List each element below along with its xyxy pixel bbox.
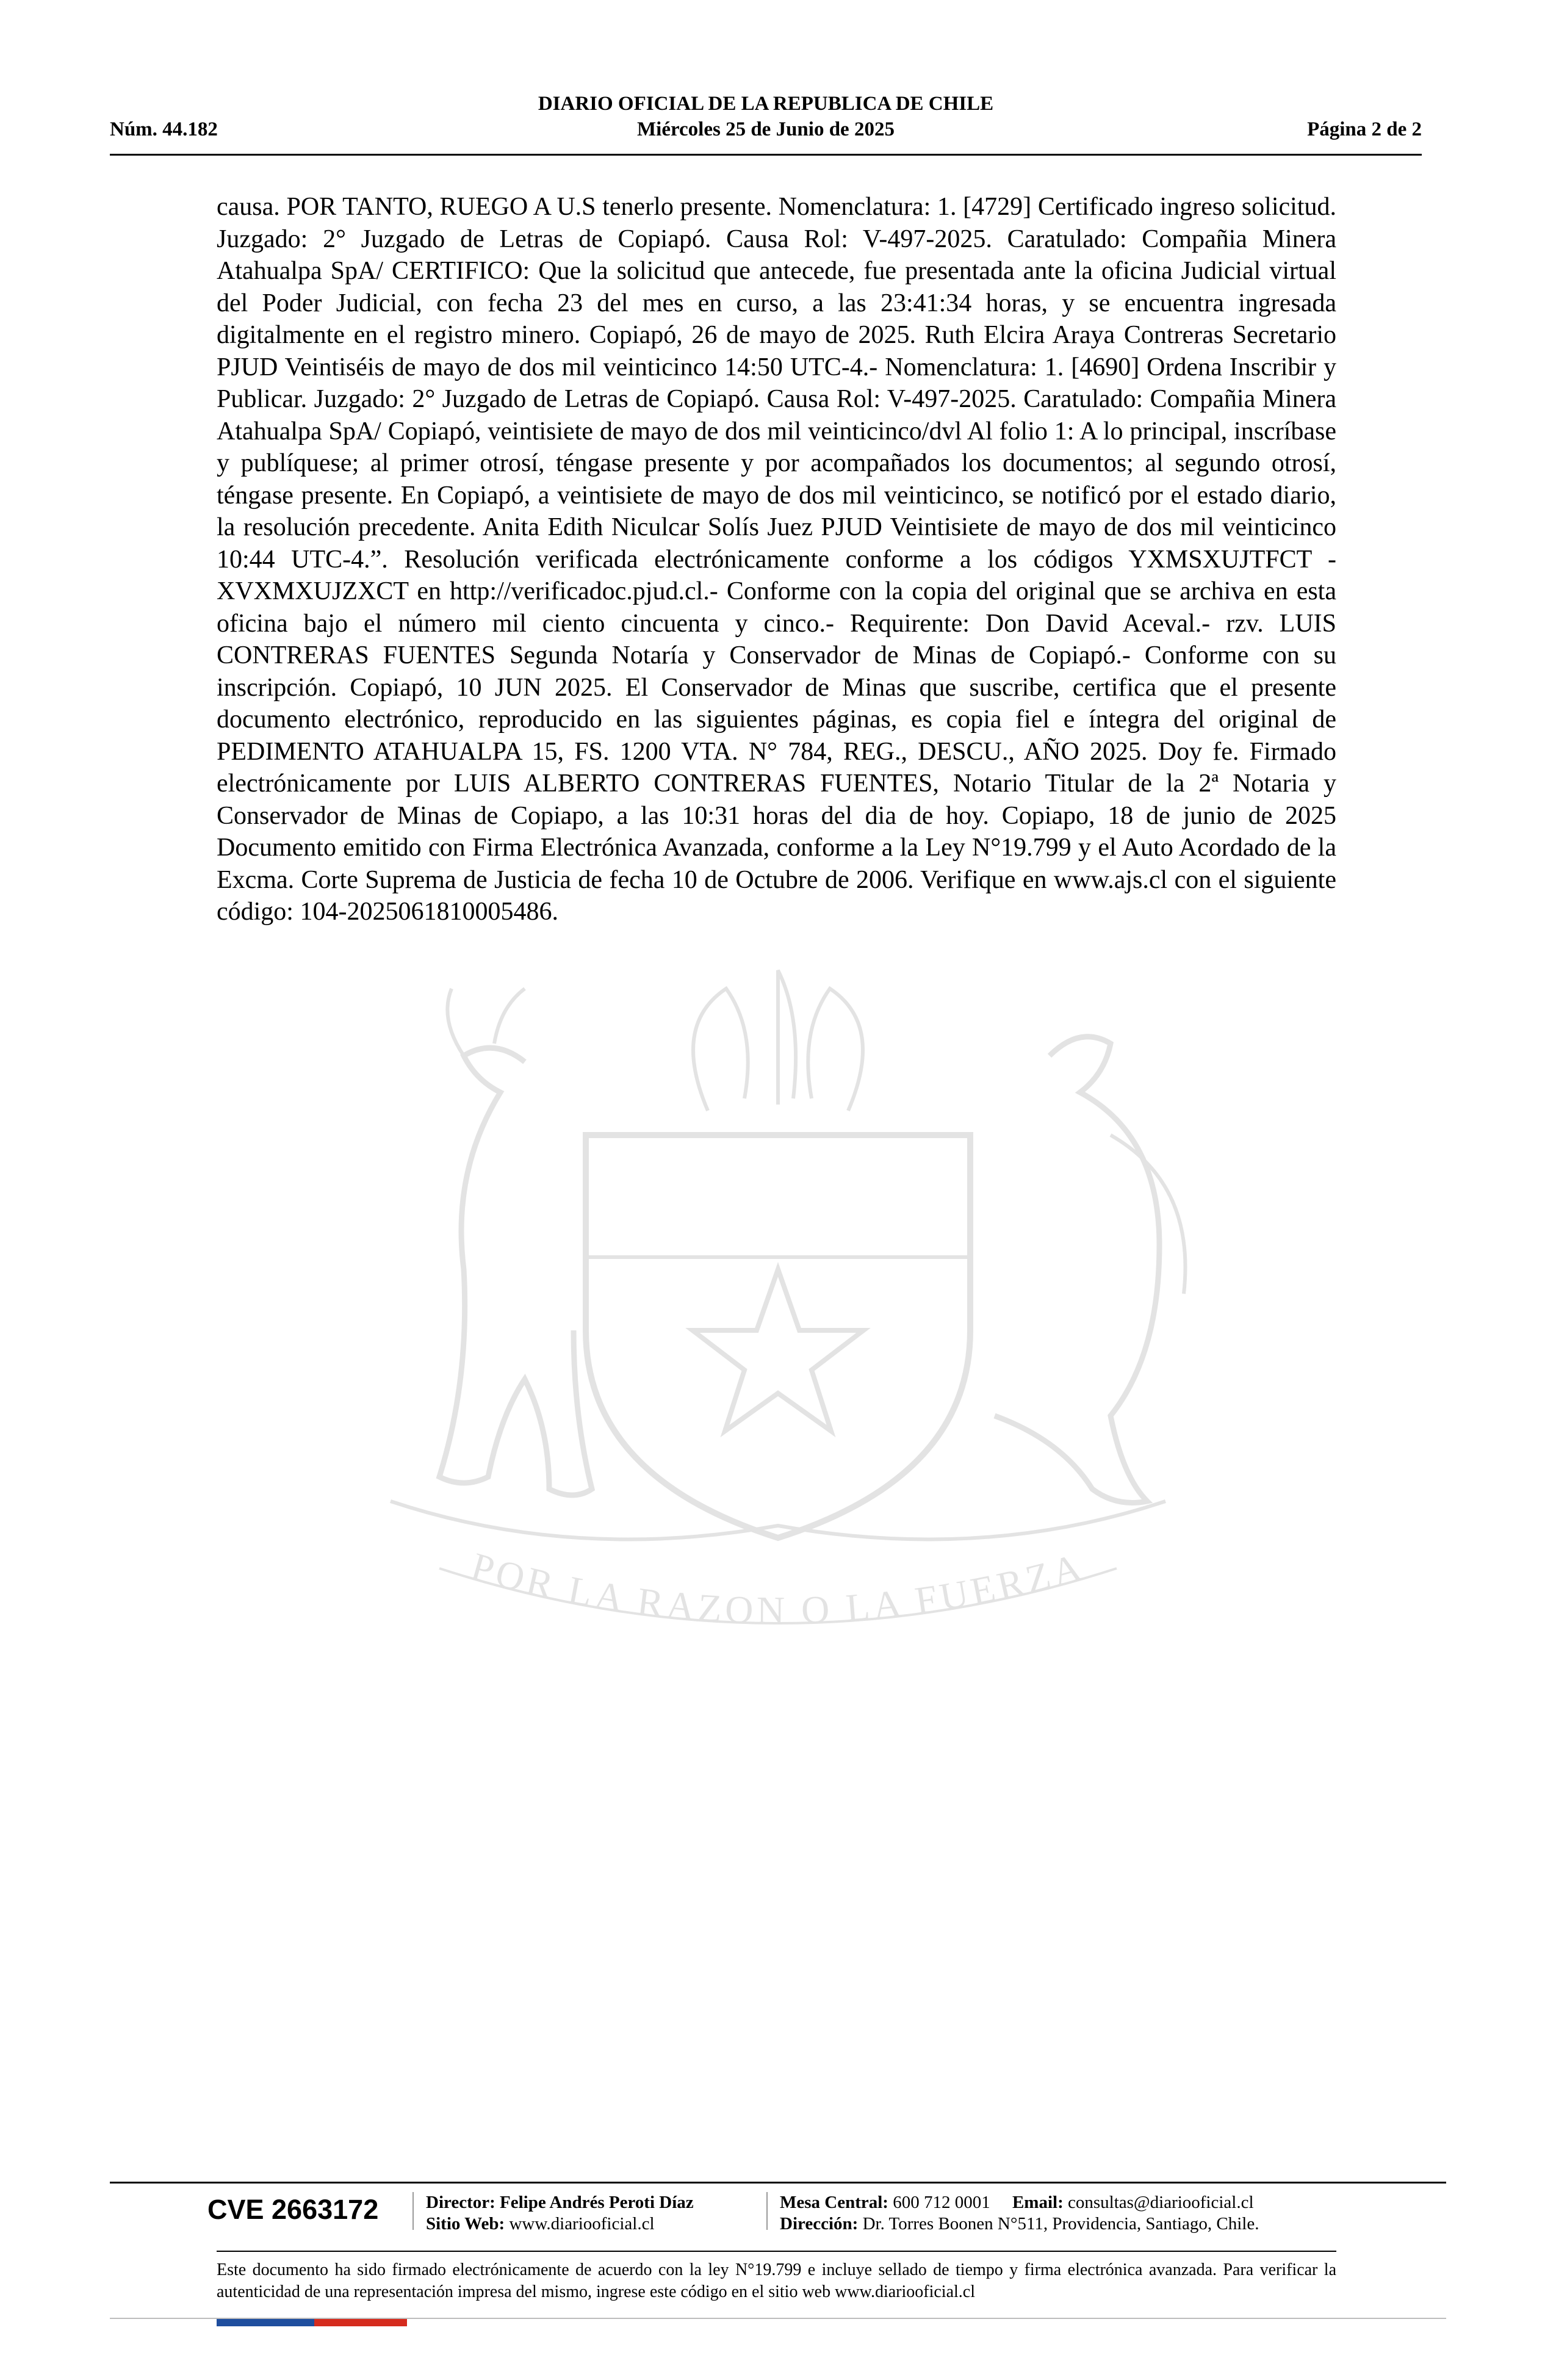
- page-indicator: Página 2 de 2: [1307, 118, 1422, 140]
- footer-director-block: [426, 2192, 694, 2235]
- director-label: Director:: [426, 2193, 495, 2212]
- footer-divider-mid: [217, 2251, 1336, 2252]
- issue-date: Miércoles 25 de Junio de 2025: [637, 118, 895, 140]
- header-row: [110, 116, 1422, 143]
- email-label: Email:: [1012, 2193, 1064, 2212]
- svg-text:POR LA RAZON O LA FUERZA: [467, 1544, 1090, 1632]
- issue-number: Núm. 44.182: [110, 118, 218, 140]
- motto-text: POR LA RAZON O LA FUERZA: [466, 1544, 1090, 1632]
- cve-code: CVE 2663172: [207, 2194, 379, 2225]
- address-label: Dirección:: [780, 2214, 859, 2234]
- publication-title: DIARIO OFICIAL DE LA REPUBLICA DE CHILE: [538, 93, 994, 115]
- flag-stripe-blue: [217, 2319, 314, 2326]
- page-header: [110, 92, 1422, 143]
- footer-separator: [412, 2192, 414, 2230]
- mesa-central-phone: 600 712 0001: [893, 2193, 990, 2212]
- footer-contact-block: [780, 2192, 1259, 2235]
- footer-separator: [766, 2192, 768, 2230]
- header-divider: [110, 154, 1422, 156]
- signature-disclaimer: Este documento ha sido firmado electrónicamente de acuerdo con la ley N°19.799 e incluye sellado de tiempo y firma electrónica avanzada. Para verificar la autenticidad de una representación impresa del mismo, ingrese este código en el sitio web www.diariooficial.cl: [217, 2260, 1336, 2301]
- website-label: Sitio Web:: [426, 2214, 505, 2234]
- mesa-central-label: Mesa Central:: [780, 2193, 888, 2212]
- website-link[interactable]: www.diariooficial.cl: [509, 2214, 655, 2234]
- email-address[interactable]: consultas@diariooficial.cl: [1068, 2193, 1254, 2212]
- footer-divider-top: [110, 2182, 1446, 2183]
- address-value: Dr. Torres Boonen N°511, Providencia, Santiago, Chile.: [862, 2214, 1259, 2234]
- coat-of-arms-watermark: [207, 952, 1349, 1672]
- document-body: causa. POR TANTO, RUEGO A U.S tenerlo presente. Nomenclatura: 1. [4729] Certificado ingreso solicitud. Juzgado: 2° Juzgado de Letras de Copiapó. Causa Rol: V-497-2025. Caratulado: Compañia Minera Atahualpa SpA/ CERTIFICO: Que la solicitud que antecede, fue presentada ante la oficina Judicial virtual del Poder Judicial, con fecha 23 del mes en curso, a las 23:41:34 horas, y se encuentra ingresada digitalmente en el registro minero. Copiapó, 26 de mayo de 2025. Ruth Elcira Araya Contreras Secretario PJUD Veintiséis de mayo de dos mil veinticinco 14:50 UTC-4.- Nomenclatura: 1. [4690] Ordena Inscribir y Publicar. Juzgado: 2° Juzgado de Letras de Copiapó. Causa Rol: V-497-2025. Caratulado: Compañia Minera Atahualpa SpA/ Copiapó, veintisiete de mayo de dos mil veinticinco/dvl Al folio 1: A lo principal, inscríbase y publíquese; al primer otrosí, téngase presente y por acompañados los documentos; al segundo otrosí, téngase presente. En Copiapó, a veintisiete de mayo de dos mil veinticinco, se notificó por el estado diario, la resolución precedente. Anita Edith Niculcar Solís Juez PJUD Veintisiete de mayo de dos mil veinticinco 10:44 UTC-4.”. Resolución verificada electrónicamente conforme a los códigos YXMSXUJTFCT - XVXMXUJZXCT en http://verificadoc.pjud.cl.- Conforme con la copia del original que se archiva en esta oficina bajo el número mil ciento cincuenta y cinco.- Requirente: Don David Aceval.- rzv. LUIS CONTRERAS FUENTES Segunda Notaría y Conservador de Minas de Copiapó.- Conforme con su inscripción. Copiapó, 10 JUN 2025. El Conservador de Minas que suscribe, certifica que el presente documento electrónico, reproducido en las siguientes páginas, es copia fiel e íntegra del original de PEDIMENTO ATAHUALPA 15, FS. 1200 VTA. N° 784, REG., DESCU., AÑO 2025. Doy fe. Firmado electrónicamente por LUIS ALBERTO CONTRERAS FUENTES, Notario Titular de la 2ª Notaria y Conservador de Minas de Copiapo, a las 10:31 horas del dia de hoy. Copiapo, 18 de junio de 2025 Documento emitido con Firma Electrónica Avanzada, conforme a la Ley N°19.799 y el Auto Acordado de la Excma. Corte Suprema de Justicia de fecha 10 de Octubre de 2006. Verifique en www.ajs.cl con el siguiente código: 104-2025061810005486.: [217, 193, 1336, 926]
- director-name: Felipe Andrés Peroti Díaz: [500, 2193, 694, 2212]
- flag-stripe-red: [314, 2319, 407, 2326]
